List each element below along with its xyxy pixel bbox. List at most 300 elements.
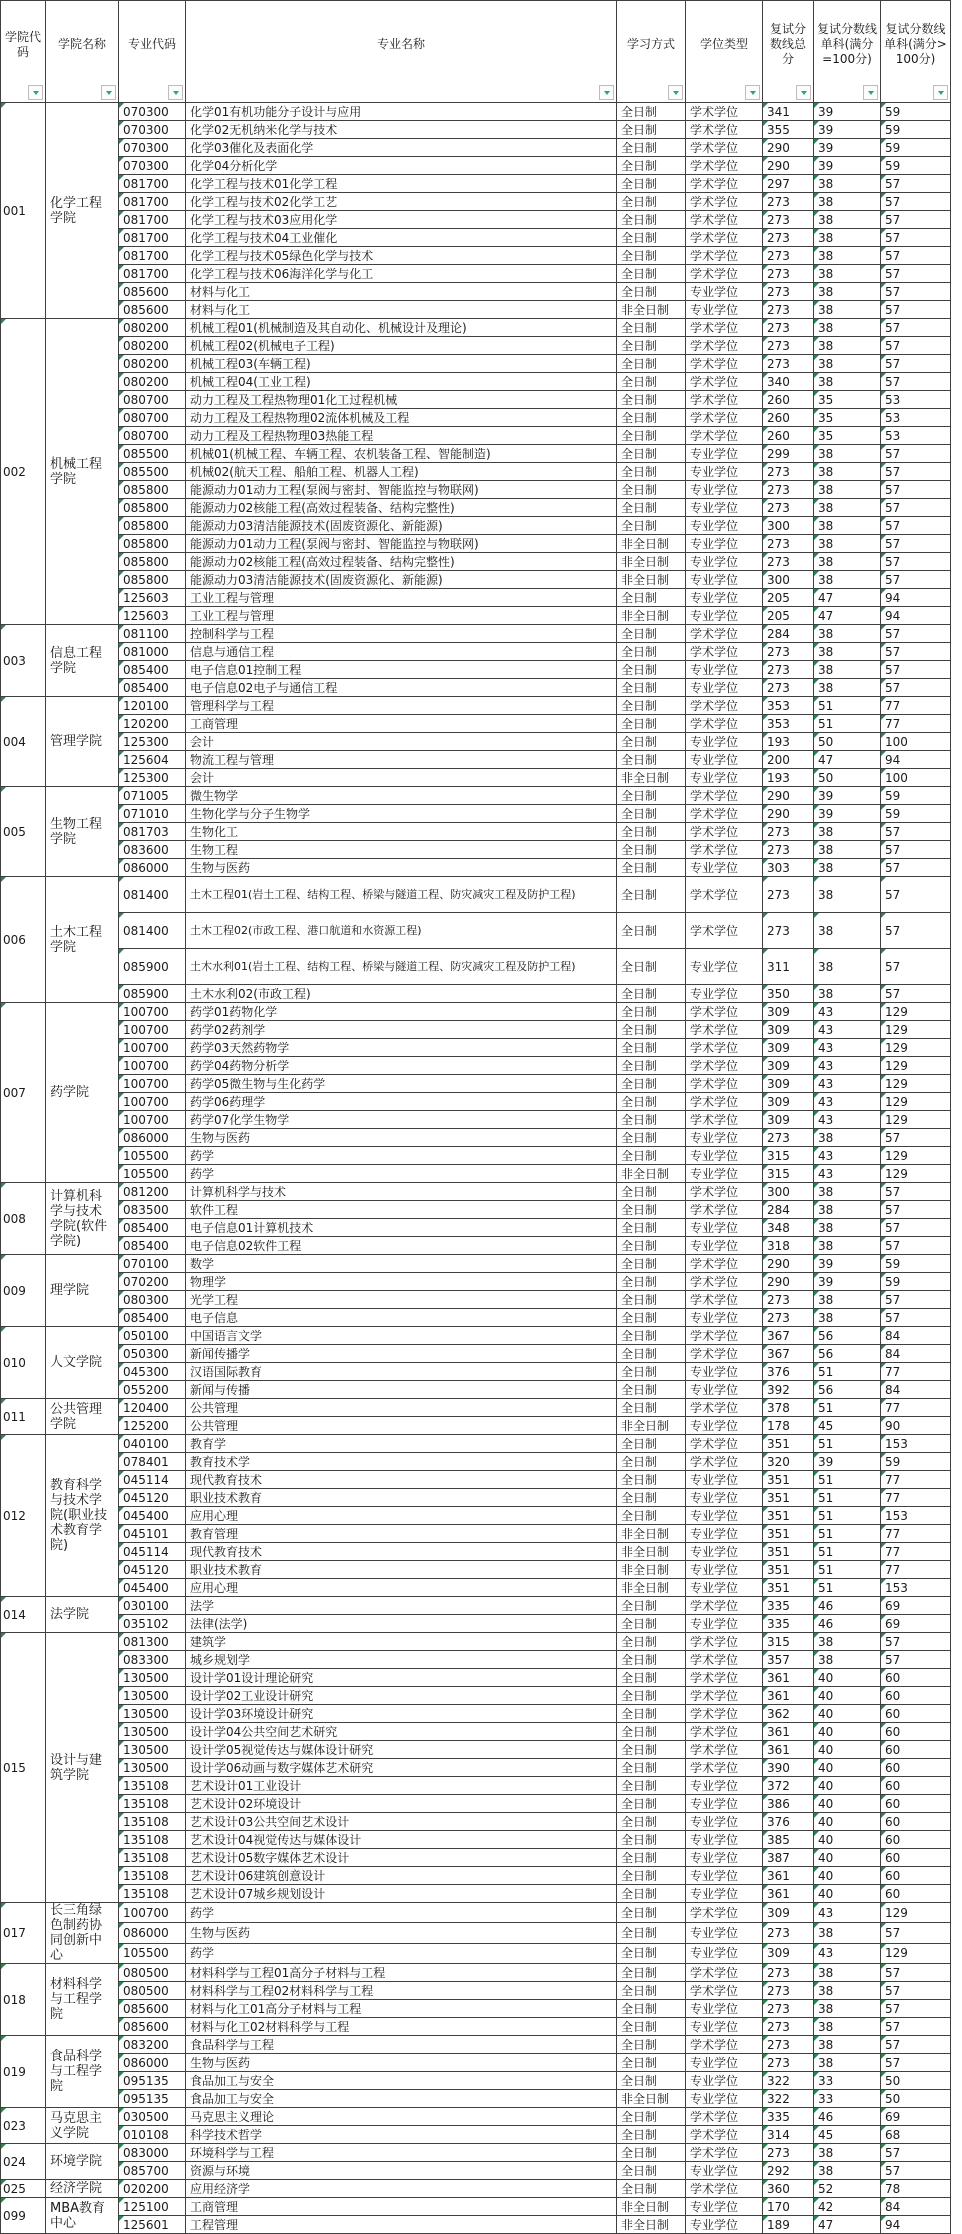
sub100-score-cell[interactable]: 45	[814, 2126, 881, 2144]
sub100-score-cell[interactable]: 38	[814, 355, 881, 373]
sub100-score-cell[interactable]: 38	[814, 1183, 881, 1201]
major-name-cell[interactable]: 设计学05视觉传达与媒体设计研究	[186, 1741, 617, 1759]
total-score-cell[interactable]: 300	[763, 517, 814, 535]
sub150-score-cell[interactable]: 129	[881, 1903, 951, 1923]
major-name-cell[interactable]: 生物与医药	[186, 1923, 617, 1943]
sub100-score-cell[interactable]: 40	[814, 1741, 881, 1759]
degree-type-cell[interactable]: 专业学位	[686, 1507, 763, 1525]
major-name-cell[interactable]: 电子信息02电子与通信工程	[186, 679, 617, 697]
major-name-cell[interactable]: 生物与医药	[186, 1129, 617, 1147]
major-code-cell[interactable]: 135108	[119, 1795, 186, 1813]
sub150-score-cell[interactable]: 77	[881, 1543, 951, 1561]
degree-type-cell[interactable]: 专业学位	[686, 2072, 763, 2090]
degree-type-cell[interactable]: 专业学位	[686, 859, 763, 877]
study-mode-cell[interactable]: 全日制	[617, 2126, 686, 2144]
major-name-cell[interactable]: 化学工程与技术05绿色化学与技术	[186, 247, 617, 265]
study-mode-cell[interactable]: 全日制	[617, 1831, 686, 1849]
degree-type-cell[interactable]: 专业学位	[686, 607, 763, 625]
degree-type-cell[interactable]: 学术学位	[686, 247, 763, 265]
study-mode-cell[interactable]: 非全日制	[617, 2216, 686, 2234]
sub150-score-cell[interactable]: 57	[881, 553, 951, 571]
study-mode-cell[interactable]: 全日制	[617, 1255, 686, 1273]
major-name-cell[interactable]: 能源动力01动力工程(泵阀与密封、智能监控与物联网)	[186, 535, 617, 553]
major-name-cell[interactable]: 机械工程04(工业工程)	[186, 373, 617, 391]
major-name-cell[interactable]: 设计学04公共空间艺术研究	[186, 1723, 617, 1741]
sub100-score-cell[interactable]: 38	[814, 265, 881, 283]
major-name-cell[interactable]: 环境科学与工程	[186, 2144, 617, 2162]
study-mode-cell[interactable]: 全日制	[617, 1021, 686, 1039]
major-name-cell[interactable]: 材料与化工01高分子材料与工程	[186, 2000, 617, 2018]
degree-type-cell[interactable]: 专业学位	[686, 2162, 763, 2180]
study-mode-cell[interactable]: 非全日制	[617, 1525, 686, 1543]
degree-type-cell[interactable]: 学术学位	[686, 1273, 763, 1291]
study-mode-cell[interactable]: 全日制	[617, 1615, 686, 1633]
total-score-cell[interactable]: 320	[763, 1453, 814, 1471]
sub100-score-cell[interactable]: 39	[814, 1453, 881, 1471]
degree-type-cell[interactable]: 学术学位	[686, 193, 763, 211]
major-code-cell[interactable]: 130500	[119, 1759, 186, 1777]
sub100-score-cell[interactable]: 43	[814, 1057, 881, 1075]
total-score-cell[interactable]: 273	[763, 661, 814, 679]
major-code-cell[interactable]: 135108	[119, 1849, 186, 1867]
sub150-score-cell[interactable]: 57	[881, 841, 951, 859]
study-mode-cell[interactable]: 全日制	[617, 643, 686, 661]
college-code-cell[interactable]: 011	[1, 1399, 46, 1435]
sub150-score-cell[interactable]: 77	[881, 1561, 951, 1579]
total-score-cell[interactable]: 273	[763, 499, 814, 517]
major-name-cell[interactable]: 工商管理	[186, 2198, 617, 2216]
degree-type-cell[interactable]: 专业学位	[686, 1219, 763, 1237]
sub100-score-cell[interactable]: 39	[814, 805, 881, 823]
total-score-cell[interactable]: 351	[763, 1561, 814, 1579]
sub150-score-cell[interactable]: 100	[881, 769, 951, 787]
college-code-cell[interactable]: 012	[1, 1435, 46, 1597]
major-code-cell[interactable]: 086000	[119, 859, 186, 877]
filter-dropdown-button[interactable]	[745, 85, 760, 100]
degree-type-cell[interactable]: 学术学位	[686, 1327, 763, 1345]
major-name-cell[interactable]: 应用经济学	[186, 2180, 617, 2198]
degree-type-cell[interactable]: 专业学位	[686, 1129, 763, 1147]
sub150-score-cell[interactable]: 77	[881, 1471, 951, 1489]
total-score-cell[interactable]: 309	[763, 1003, 814, 1021]
sub100-score-cell[interactable]: 38	[814, 877, 881, 913]
major-name-cell[interactable]: 药学	[186, 1147, 617, 1165]
study-mode-cell[interactable]: 全日制	[617, 391, 686, 409]
degree-type-cell[interactable]: 专业学位	[686, 751, 763, 769]
degree-type-cell[interactable]: 专业学位	[686, 553, 763, 571]
total-score-cell[interactable]: 273	[763, 2000, 814, 2018]
total-score-cell[interactable]: 387	[763, 1849, 814, 1867]
major-code-cell[interactable]: 085800	[119, 499, 186, 517]
major-name-cell[interactable]: 能源动力03清洁能源技术(固废资源化、新能源)	[186, 571, 617, 589]
major-code-cell[interactable]: 086000	[119, 1923, 186, 1943]
sub100-score-cell[interactable]: 38	[814, 661, 881, 679]
total-score-cell[interactable]: 385	[763, 1831, 814, 1849]
study-mode-cell[interactable]: 全日制	[617, 2072, 686, 2090]
sub100-score-cell[interactable]: 38	[814, 229, 881, 247]
major-code-cell[interactable]: 125100	[119, 2198, 186, 2216]
college-code-cell[interactable]: 025	[1, 2180, 46, 2198]
total-score-cell[interactable]: 315	[763, 1633, 814, 1651]
sub100-score-cell[interactable]: 38	[814, 2036, 881, 2054]
sub150-score-cell[interactable]: 60	[881, 1867, 951, 1885]
degree-type-cell[interactable]: 学术学位	[686, 1903, 763, 1923]
degree-type-cell[interactable]: 专业学位	[686, 1543, 763, 1561]
college-code-cell[interactable]: 010	[1, 1327, 46, 1399]
study-mode-cell[interactable]: 全日制	[617, 1309, 686, 1327]
major-name-cell[interactable]: 艺术设计07城乡规划设计	[186, 1885, 617, 1903]
sub100-score-cell[interactable]: 38	[814, 1651, 881, 1669]
degree-type-cell[interactable]: 专业学位	[686, 571, 763, 589]
degree-type-cell[interactable]: 学术学位	[686, 2036, 763, 2054]
sub100-score-cell[interactable]: 38	[814, 2018, 881, 2036]
sub100-score-cell[interactable]: 51	[814, 1543, 881, 1561]
total-score-cell[interactable]: 292	[763, 2162, 814, 2180]
sub100-score-cell[interactable]: 39	[814, 1255, 881, 1273]
total-score-cell[interactable]: 340	[763, 373, 814, 391]
sub150-score-cell[interactable]: 100	[881, 733, 951, 751]
sub150-score-cell[interactable]: 77	[881, 715, 951, 733]
major-code-cell[interactable]: 085400	[119, 1309, 186, 1327]
sub150-score-cell[interactable]: 60	[881, 1849, 951, 1867]
study-mode-cell[interactable]: 全日制	[617, 661, 686, 679]
sub150-score-cell[interactable]: 57	[881, 2054, 951, 2072]
total-score-cell[interactable]: 273	[763, 193, 814, 211]
sub150-score-cell[interactable]: 57	[881, 499, 951, 517]
major-name-cell[interactable]: 物流工程与管理	[186, 751, 617, 769]
total-score-cell[interactable]: 273	[763, 2018, 814, 2036]
total-score-cell[interactable]: 273	[763, 2144, 814, 2162]
total-score-cell[interactable]: 350	[763, 985, 814, 1003]
major-name-cell[interactable]: 材料与化工02材料科学与工程	[186, 2018, 617, 2036]
major-code-cell[interactable]: 081000	[119, 643, 186, 661]
sub100-score-cell[interactable]: 43	[814, 1003, 881, 1021]
major-name-cell[interactable]: 土木水利02(市政工程)	[186, 985, 617, 1003]
major-name-cell[interactable]: 工业工程与管理	[186, 607, 617, 625]
college-name-cell[interactable]: MBA教育中心	[46, 2198, 119, 2234]
sub150-score-cell[interactable]: 60	[881, 1777, 951, 1795]
study-mode-cell[interactable]: 全日制	[617, 1489, 686, 1507]
study-mode-cell[interactable]: 全日制	[617, 517, 686, 535]
total-score-cell[interactable]: 290	[763, 1255, 814, 1273]
total-score-cell[interactable]: 361	[763, 1687, 814, 1705]
study-mode-cell[interactable]: 全日制	[617, 1867, 686, 1885]
major-name-cell[interactable]: 数学	[186, 1255, 617, 1273]
degree-type-cell[interactable]: 专业学位	[686, 1363, 763, 1381]
total-score-cell[interactable]: 273	[763, 319, 814, 337]
sub150-score-cell[interactable]: 57	[881, 1219, 951, 1237]
study-mode-cell[interactable]: 非全日制	[617, 571, 686, 589]
sub100-score-cell[interactable]: 38	[814, 301, 881, 319]
major-name-cell[interactable]: 能源动力01动力工程(泵阀与密封、智能监控与物联网)	[186, 481, 617, 499]
sub100-score-cell[interactable]: 38	[814, 283, 881, 301]
study-mode-cell[interactable]: 全日制	[617, 1982, 686, 2000]
total-score-cell[interactable]: 378	[763, 1399, 814, 1417]
major-code-cell[interactable]: 080700	[119, 427, 186, 445]
degree-type-cell[interactable]: 学术学位	[686, 139, 763, 157]
degree-type-cell[interactable]: 专业学位	[686, 949, 763, 985]
college-code-cell[interactable]: 099	[1, 2198, 46, 2234]
major-name-cell[interactable]: 药学	[186, 1165, 617, 1183]
total-score-cell[interactable]: 362	[763, 1705, 814, 1723]
sub150-score-cell[interactable]: 77	[881, 1363, 951, 1381]
degree-type-cell[interactable]: 学术学位	[686, 157, 763, 175]
major-name-cell[interactable]: 设计学06动画与数字媒体艺术研究	[186, 1759, 617, 1777]
degree-type-cell[interactable]: 学术学位	[686, 1597, 763, 1615]
sub100-score-cell[interactable]: 40	[814, 1705, 881, 1723]
major-name-cell[interactable]: 能源动力02核能工程(高效过程装备、结构完整性)	[186, 499, 617, 517]
sub100-score-cell[interactable]: 38	[814, 823, 881, 841]
major-name-cell[interactable]: 艺术设计02环境设计	[186, 1795, 617, 1813]
major-name-cell[interactable]: 电子信息	[186, 1309, 617, 1327]
total-score-cell[interactable]: 273	[763, 877, 814, 913]
degree-type-cell[interactable]: 专业学位	[686, 535, 763, 553]
study-mode-cell[interactable]: 全日制	[617, 1237, 686, 1255]
study-mode-cell[interactable]: 全日制	[617, 1741, 686, 1759]
sub100-score-cell[interactable]: 51	[814, 1435, 881, 1453]
degree-type-cell[interactable]: 学术学位	[686, 1201, 763, 1219]
sub150-score-cell[interactable]: 84	[881, 1327, 951, 1345]
sub150-score-cell[interactable]: 60	[881, 1669, 951, 1687]
degree-type-cell[interactable]: 学术学位	[686, 1183, 763, 1201]
total-score-cell[interactable]: 273	[763, 823, 814, 841]
major-code-cell[interactable]: 085900	[119, 985, 186, 1003]
major-name-cell[interactable]: 会计	[186, 733, 617, 751]
sub100-score-cell[interactable]: 42	[814, 2198, 881, 2216]
degree-type-cell[interactable]: 学术学位	[686, 715, 763, 733]
degree-type-cell[interactable]: 专业学位	[686, 733, 763, 751]
sub100-score-cell[interactable]: 40	[814, 1669, 881, 1687]
sub150-score-cell[interactable]: 57	[881, 2162, 951, 2180]
sub100-score-cell[interactable]: 38	[814, 481, 881, 499]
sub100-score-cell[interactable]: 43	[814, 1111, 881, 1129]
major-name-cell[interactable]: 法学	[186, 1597, 617, 1615]
degree-type-cell[interactable]: 专业学位	[686, 301, 763, 319]
college-name-cell[interactable]: 药学院	[46, 1003, 119, 1183]
degree-type-cell[interactable]: 学术学位	[686, 1093, 763, 1111]
sub150-score-cell[interactable]: 57	[881, 2018, 951, 2036]
degree-type-cell[interactable]: 学术学位	[686, 625, 763, 643]
degree-type-cell[interactable]: 专业学位	[686, 499, 763, 517]
study-mode-cell[interactable]: 全日制	[617, 805, 686, 823]
sub100-score-cell[interactable]: 35	[814, 391, 881, 409]
college-name-cell[interactable]: 机械工程学院	[46, 319, 119, 625]
total-score-cell[interactable]: 193	[763, 733, 814, 751]
college-name-cell[interactable]: 管理学院	[46, 697, 119, 787]
major-name-cell[interactable]: 计算机科学与技术	[186, 1183, 617, 1201]
study-mode-cell[interactable]: 全日制	[617, 949, 686, 985]
major-name-cell[interactable]: 药学06药理学	[186, 1093, 617, 1111]
sub100-score-cell[interactable]: 35	[814, 409, 881, 427]
sub150-score-cell[interactable]: 153	[881, 1579, 951, 1597]
total-score-cell[interactable]: 303	[763, 859, 814, 877]
degree-type-cell[interactable]: 专业学位	[686, 1813, 763, 1831]
study-mode-cell[interactable]: 非全日制	[617, 1543, 686, 1561]
major-name-cell[interactable]: 化学03催化及表面化学	[186, 139, 617, 157]
total-score-cell[interactable]: 193	[763, 769, 814, 787]
total-score-cell[interactable]: 273	[763, 463, 814, 481]
total-score-cell[interactable]: 273	[763, 1982, 814, 2000]
total-score-cell[interactable]: 273	[763, 265, 814, 283]
degree-type-cell[interactable]: 学术学位	[686, 337, 763, 355]
total-score-cell[interactable]: 309	[763, 1943, 814, 1963]
major-code-cell[interactable]: 130500	[119, 1723, 186, 1741]
major-code-cell[interactable]: 045120	[119, 1561, 186, 1579]
sub150-score-cell[interactable]: 78	[881, 2180, 951, 2198]
college-name-cell[interactable]: 环境学院	[46, 2144, 119, 2180]
major-code-cell[interactable]: 086000	[119, 2054, 186, 2072]
total-score-cell[interactable]: 309	[763, 1093, 814, 1111]
sub150-score-cell[interactable]: 68	[881, 2126, 951, 2144]
college-code-cell[interactable]: 018	[1, 1964, 46, 2036]
sub150-score-cell[interactable]: 57	[881, 211, 951, 229]
sub150-score-cell[interactable]: 60	[881, 1723, 951, 1741]
major-code-cell[interactable]: 100700	[119, 1093, 186, 1111]
study-mode-cell[interactable]: 全日制	[617, 625, 686, 643]
sub150-score-cell[interactable]: 53	[881, 409, 951, 427]
sub100-score-cell[interactable]: 47	[814, 751, 881, 769]
sub150-score-cell[interactable]: 60	[881, 1795, 951, 1813]
major-name-cell[interactable]: 物理学	[186, 1273, 617, 1291]
major-code-cell[interactable]: 081400	[119, 913, 186, 949]
sub100-score-cell[interactable]: 40	[814, 1777, 881, 1795]
college-code-cell[interactable]: 004	[1, 697, 46, 787]
total-score-cell[interactable]: 351	[763, 1507, 814, 1525]
sub150-score-cell[interactable]: 57	[881, 625, 951, 643]
degree-type-cell[interactable]: 学术学位	[686, 1057, 763, 1075]
total-score-cell[interactable]: 392	[763, 1381, 814, 1399]
college-code-cell[interactable]: 005	[1, 787, 46, 877]
major-code-cell[interactable]: 080500	[119, 1964, 186, 1982]
major-code-cell[interactable]: 130500	[119, 1669, 186, 1687]
major-code-cell[interactable]: 045114	[119, 1543, 186, 1561]
major-name-cell[interactable]: 现代教育技术	[186, 1543, 617, 1561]
degree-type-cell[interactable]: 专业学位	[686, 1561, 763, 1579]
college-name-cell[interactable]: 土木工程学院	[46, 877, 119, 1003]
total-score-cell[interactable]: 351	[763, 1579, 814, 1597]
degree-type-cell[interactable]: 学术学位	[686, 1039, 763, 1057]
degree-type-cell[interactable]: 学术学位	[686, 1964, 763, 1982]
sub150-score-cell[interactable]: 77	[881, 1489, 951, 1507]
major-code-cell[interactable]: 083500	[119, 1201, 186, 1219]
study-mode-cell[interactable]: 全日制	[617, 319, 686, 337]
total-score-cell[interactable]: 335	[763, 1597, 814, 1615]
college-name-cell[interactable]: 材料科学与工程学院	[46, 1964, 119, 2036]
study-mode-cell[interactable]: 全日制	[617, 1849, 686, 1867]
degree-type-cell[interactable]: 专业学位	[686, 1885, 763, 1903]
sub150-score-cell[interactable]: 53	[881, 427, 951, 445]
major-name-cell[interactable]: 艺术设计05数字媒体艺术设计	[186, 1849, 617, 1867]
degree-type-cell[interactable]: 专业学位	[686, 283, 763, 301]
sub100-score-cell[interactable]: 38	[814, 949, 881, 985]
degree-type-cell[interactable]: 专业学位	[686, 1381, 763, 1399]
major-name-cell[interactable]: 化学工程与技术02化学工艺	[186, 193, 617, 211]
study-mode-cell[interactable]: 全日制	[617, 697, 686, 715]
sub150-score-cell[interactable]: 57	[881, 319, 951, 337]
degree-type-cell[interactable]: 学术学位	[686, 2108, 763, 2126]
major-code-cell[interactable]: 078401	[119, 1453, 186, 1471]
college-code-cell[interactable]: 003	[1, 625, 46, 697]
study-mode-cell[interactable]: 非全日制	[617, 1417, 686, 1435]
sub100-score-cell[interactable]: 43	[814, 1075, 881, 1093]
sub100-score-cell[interactable]: 38	[814, 625, 881, 643]
sub150-score-cell[interactable]: 84	[881, 1381, 951, 1399]
major-code-cell[interactable]: 081700	[119, 265, 186, 283]
study-mode-cell[interactable]: 全日制	[617, 1507, 686, 1525]
sub150-score-cell[interactable]: 129	[881, 1075, 951, 1093]
sub100-score-cell[interactable]: 39	[814, 121, 881, 139]
major-name-cell[interactable]: 微生物学	[186, 787, 617, 805]
sub100-score-cell[interactable]: 51	[814, 1363, 881, 1381]
major-code-cell[interactable]: 125601	[119, 2216, 186, 2234]
major-code-cell[interactable]: 085600	[119, 2000, 186, 2018]
degree-type-cell[interactable]: 专业学位	[686, 2216, 763, 2234]
sub150-score-cell[interactable]: 57	[881, 337, 951, 355]
study-mode-cell[interactable]: 全日制	[617, 2180, 686, 2198]
college-name-cell[interactable]: 人文学院	[46, 1327, 119, 1399]
total-score-cell[interactable]: 315	[763, 1147, 814, 1165]
total-score-cell[interactable]: 351	[763, 1435, 814, 1453]
study-mode-cell[interactable]: 全日制	[617, 337, 686, 355]
sub100-score-cell[interactable]: 38	[814, 2144, 881, 2162]
sub150-score-cell[interactable]: 129	[881, 1003, 951, 1021]
degree-type-cell[interactable]: 学术学位	[686, 175, 763, 193]
sub100-score-cell[interactable]: 38	[814, 643, 881, 661]
major-code-cell[interactable]: 105500	[119, 1165, 186, 1183]
major-name-cell[interactable]: 法律(法学)	[186, 1615, 617, 1633]
study-mode-cell[interactable]: 全日制	[617, 2162, 686, 2180]
degree-type-cell[interactable]: 学术学位	[686, 1003, 763, 1021]
major-code-cell[interactable]: 050300	[119, 1345, 186, 1363]
total-score-cell[interactable]: 361	[763, 1741, 814, 1759]
major-name-cell[interactable]: 教育技术学	[186, 1453, 617, 1471]
sub150-score-cell[interactable]: 57	[881, 679, 951, 697]
major-name-cell[interactable]: 光学工程	[186, 1291, 617, 1309]
study-mode-cell[interactable]: 全日制	[617, 373, 686, 391]
study-mode-cell[interactable]: 全日制	[617, 1777, 686, 1795]
degree-type-cell[interactable]: 学术学位	[686, 409, 763, 427]
degree-type-cell[interactable]: 学术学位	[686, 229, 763, 247]
sub100-score-cell[interactable]: 43	[814, 1093, 881, 1111]
sub150-score-cell[interactable]: 57	[881, 283, 951, 301]
total-score-cell[interactable]: 273	[763, 679, 814, 697]
degree-type-cell[interactable]: 学术学位	[686, 697, 763, 715]
degree-type-cell[interactable]: 专业学位	[686, 463, 763, 481]
sub100-score-cell[interactable]: 38	[814, 535, 881, 553]
major-code-cell[interactable]: 135108	[119, 1831, 186, 1849]
degree-type-cell[interactable]: 专业学位	[686, 445, 763, 463]
sub100-score-cell[interactable]: 38	[814, 913, 881, 949]
sub150-score-cell[interactable]: 60	[881, 1687, 951, 1705]
sub150-score-cell[interactable]: 69	[881, 2108, 951, 2126]
study-mode-cell[interactable]: 全日制	[617, 445, 686, 463]
filter-dropdown-button[interactable]	[796, 85, 811, 100]
total-score-cell[interactable]: 351	[763, 1525, 814, 1543]
sub100-score-cell[interactable]: 40	[814, 1759, 881, 1777]
major-code-cell[interactable]: 010108	[119, 2126, 186, 2144]
major-name-cell[interactable]: 药学	[186, 1903, 617, 1923]
degree-type-cell[interactable]: 专业学位	[686, 517, 763, 535]
total-score-cell[interactable]: 170	[763, 2198, 814, 2216]
study-mode-cell[interactable]: 全日制	[617, 2108, 686, 2126]
major-code-cell[interactable]: 071010	[119, 805, 186, 823]
major-name-cell[interactable]: 信息与通信工程	[186, 643, 617, 661]
degree-type-cell[interactable]: 学术学位	[686, 1345, 763, 1363]
degree-type-cell[interactable]: 专业学位	[686, 1923, 763, 1943]
sub150-score-cell[interactable]: 94	[881, 751, 951, 769]
major-code-cell[interactable]: 085900	[119, 949, 186, 985]
study-mode-cell[interactable]: 全日制	[617, 1381, 686, 1399]
